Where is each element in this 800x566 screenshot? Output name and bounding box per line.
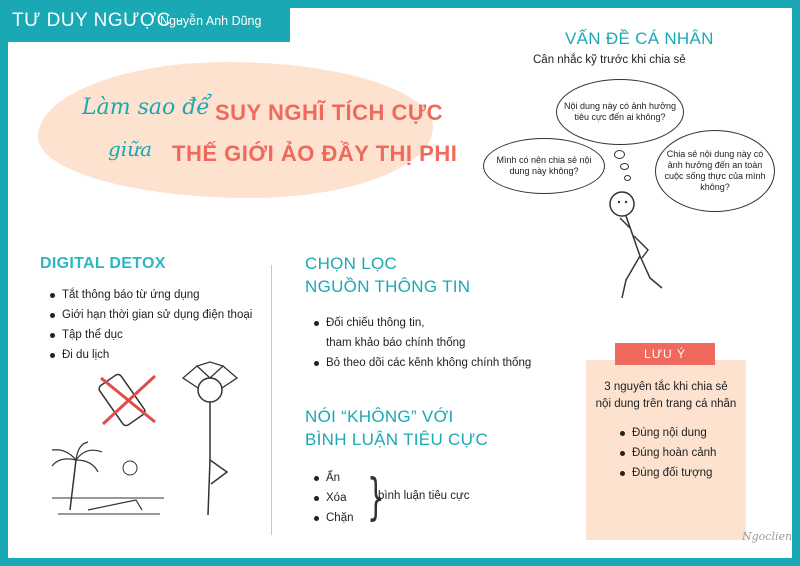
thought-cloud-1: Nội dung này có ảnh hưởng tiêu cực đến ai không? xyxy=(556,79,684,145)
luu-y-text-line2: nội dung trên trang cá nhân xyxy=(595,398,737,410)
yoga-figure-illustration xyxy=(175,360,245,520)
luu-y-text xyxy=(588,379,744,413)
hero-script-line2: giữa xyxy=(108,137,153,161)
list-item: Bỏ theo dõi các kênh không chính thống xyxy=(312,353,531,373)
brace-text: bình luận tiêu cực xyxy=(378,490,470,502)
beach-illustration xyxy=(48,440,168,520)
thinking-figure-illustration xyxy=(596,188,666,303)
chon-loc-title-line1: CHỌN LỌC xyxy=(305,254,398,273)
thought-cloud-3: Chia sẻ nội dung này có ảnh hưởng đến an toàn cuộc sống thực của mình không? xyxy=(655,130,775,212)
hero-bold-line2: THẾ GIỚI ẢO ĐẦY THỊ PHI xyxy=(172,141,458,166)
luu-y-list xyxy=(618,423,716,483)
curly-brace-icon: } xyxy=(367,468,385,526)
crossed-phone-illustration xyxy=(95,368,165,432)
list-item: Đúng đối tượng xyxy=(618,463,716,483)
thought-dot xyxy=(624,175,631,181)
digital-detox-list xyxy=(48,285,252,365)
hero-blob xyxy=(38,62,433,198)
list-item: Đi du lịch xyxy=(48,345,252,365)
list-item: Giới hạn thời gian sử dụng điện thoại xyxy=(48,305,252,325)
thought-dot xyxy=(614,150,625,159)
list-item: Đúng nội dung xyxy=(618,423,716,443)
luu-y-tag: LƯU Ý xyxy=(615,343,715,365)
list-item-continuation: tham khảo báo chính thống xyxy=(326,337,466,349)
hero-script-line1: Làm sao để xyxy=(82,95,210,120)
noi-khong-title-line2: BÌNH LUẬN TIÊU CỰC xyxy=(305,430,489,449)
noi-khong-list xyxy=(312,468,354,528)
luu-y-text-line1: 3 nguyên tắc khi chia sẻ xyxy=(604,381,728,393)
van-de-title: VẤN ĐỀ CÁ NHÂN xyxy=(565,29,714,48)
list-item: Đối chiếu thông tin, xyxy=(312,313,531,333)
digital-detox-title: DIGITAL DETOX xyxy=(40,255,166,272)
thought-cloud-2: Mình có nên chia sẻ nội dung này không? xyxy=(483,138,605,194)
header-title: TƯ DUY NGƯỢC - xyxy=(12,10,184,31)
list-item: Ẩn xyxy=(312,468,354,488)
column-divider xyxy=(271,265,272,535)
noi-khong-title-line1: NÓI “KHÔNG” VỚI xyxy=(305,407,454,426)
header-bar xyxy=(0,0,290,42)
list-item: Đúng hoàn cảnh xyxy=(618,443,716,463)
header-author: Nguyễn Anh Dũng xyxy=(160,14,262,28)
list-item: Xóa xyxy=(312,488,354,508)
list-item: Tắt thông báo từ ứng dụng xyxy=(48,285,252,305)
list-item: Chặn xyxy=(312,508,354,528)
chon-loc-list xyxy=(312,313,531,373)
list-item: Tập thể dục xyxy=(48,325,252,345)
chon-loc-title-line2: NGUỒN THÔNG TIN xyxy=(305,277,471,296)
van-de-subtitle: Cân nhắc kỹ trước khi chia sẻ xyxy=(533,54,686,66)
hero-bold-line1: SUY NGHĨ TÍCH CỰC xyxy=(215,100,444,125)
thought-dot xyxy=(620,163,629,170)
signature: Ngoclien xyxy=(742,530,793,543)
